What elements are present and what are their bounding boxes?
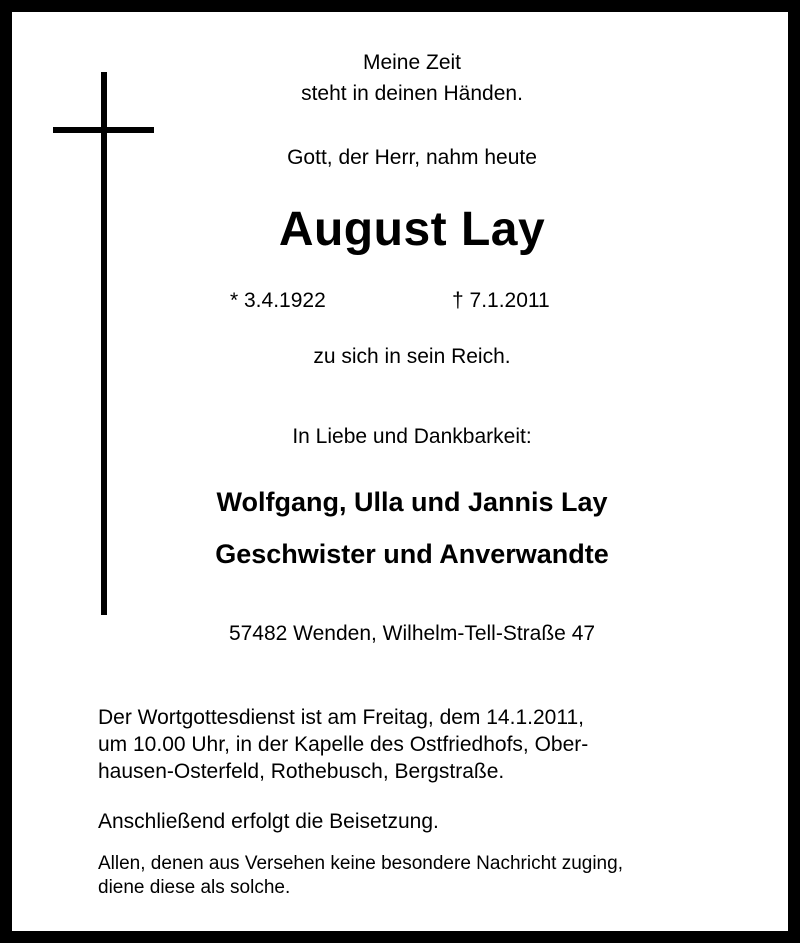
service-line-3: hausen-Osterfeld, Rothebusch, Bergstraße.	[98, 760, 505, 783]
mourners-line-2: Geschwister und Anverwandte	[215, 539, 609, 569]
reich-text: zu sich in sein Reich.	[313, 345, 511, 368]
cross-icon-horizontal-bar	[53, 127, 154, 133]
death-date: † 7.1.2011	[452, 289, 550, 312]
service-line-1: Der Wortgottesdienst ist am Freitag, dem 14.1.2011,	[98, 706, 584, 729]
service-paragraph	[98, 704, 728, 785]
verse-line-1: Meine Zeit	[362, 51, 462, 74]
birth-date: * 3.4.1922	[230, 289, 326, 312]
verse-line-2: steht in deinen Händen.	[301, 82, 523, 105]
intro-text: Gott, der Herr, nahm heute	[287, 146, 537, 169]
gratitude-text: In Liebe und Dankbarkeit:	[292, 425, 532, 448]
deceased-name: August Lay	[278, 203, 546, 256]
notice-line-2: diene diese als solche.	[98, 877, 291, 898]
address-text: 57482 Wenden, Wilhelm-Tell-Straße 47	[228, 622, 596, 645]
burial-text: Anschließend erfolgt die Beisetzung.	[98, 810, 439, 833]
notice-paragraph	[98, 852, 728, 900]
service-line-2: um 10.00 Uhr, in der Kapelle des Ostfriedhofs, Ober-	[98, 733, 589, 756]
mourners-line-1: Wolfgang, Ulla und Jannis Lay	[216, 487, 608, 517]
notice-line-1: Allen, denen aus Versehen keine besondere Nachricht zuging,	[98, 853, 623, 874]
